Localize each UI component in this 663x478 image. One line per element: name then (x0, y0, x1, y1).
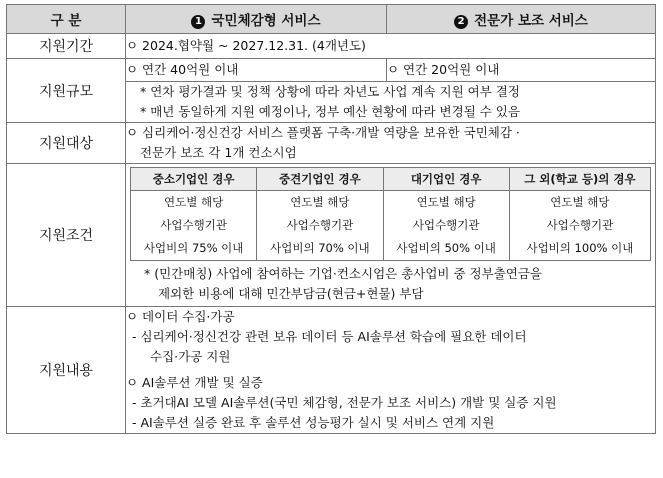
cond-other-l1: 연도별 해당 (550, 195, 610, 209)
scale-label: 지원규모 (7, 59, 126, 123)
content-data-line-2: 수집·가공 지원 (150, 349, 231, 364)
header-public-service-label: 국민체감형 서비스 (211, 13, 321, 29)
cond-other-l2: 사업수행기관 (546, 218, 614, 232)
number-1-icon: 1 (191, 15, 205, 29)
target-row (7, 123, 656, 164)
cond-mid-l3: 사업비의 70% 이내 (270, 241, 370, 255)
period-text: ㅇ 2024.협약월 ~ 2027.12.31. (4개년도) (126, 38, 366, 53)
cond-cell-other (509, 191, 650, 261)
header-expert-service-label: 전문가 보조 서비스 (474, 13, 588, 29)
conditions-note-2: 제외한 비용에 대해 민간부담금(현금+현물) 부담 (158, 286, 424, 301)
cond-large-l3: 사업비의 50% 이내 (396, 241, 496, 255)
cond-cell-large (383, 191, 509, 261)
conditions-note-1: * (민간매칭) 사업에 참여하는 기업·컨소시엄은 총사업비 중 정부출연금을 (144, 266, 542, 281)
scale-notes (126, 82, 656, 123)
cond-mid-l1: 연도별 해당 (290, 195, 350, 209)
cond-mid-l2: 사업수행기관 (286, 218, 354, 232)
cond-sme-l2: 사업수행기관 (160, 218, 227, 232)
content-label: 지원내용 (7, 307, 126, 434)
cond-head-mid: 중견기업인 경우 (257, 168, 383, 191)
content-value (126, 307, 656, 434)
header-public-service (126, 5, 387, 34)
content-row (7, 307, 656, 434)
support-table (6, 4, 656, 434)
cond-head-large: 대기업인 경우 (383, 168, 509, 191)
target-label: 지원대상 (7, 123, 126, 164)
number-2-icon: 2 (454, 15, 468, 29)
period-value (126, 34, 656, 59)
cond-head-other: 그 외(학교 등)의 경우 (509, 168, 650, 191)
scale-note-1: * 연차 평가결과 및 정책 상황에 따라 차년도 사업 계속 지원 여부 결정 (140, 84, 520, 99)
cond-large-l1: 연도별 해당 (416, 195, 476, 209)
content-heading-data: ㅇ 데이터 수집·가공 (126, 309, 235, 324)
cond-sme-l1: 연도별 해당 (164, 195, 224, 209)
cond-large-l2: 사업수행기관 (412, 218, 480, 232)
content-data-line-1: - 심리케어·정신건강 관련 보유 데이터 등 AI솔루션 학습에 필요한 데이터 (132, 329, 527, 344)
conditions-body-row (131, 191, 651, 261)
cond-sme-l3: 사업비의 75% 이내 (143, 241, 244, 255)
cond-other-l3: 사업비의 100% 이내 (526, 241, 634, 255)
target-line-2: 전문가 보조 각 1개 컨소시엄 (140, 145, 297, 160)
scale-expert (387, 59, 656, 82)
header-category: 구 분 (7, 5, 126, 34)
scale-expert-text: ㅇ 연간 20억원 이내 (387, 62, 500, 77)
scale-public-text: ㅇ 연간 40억원 이내 (126, 62, 239, 77)
target-line-1: ㅇ 심리케어·정신건강 서비스 플랫폼 구축·개발 역량을 보유한 국민체감 · (126, 125, 520, 140)
conditions-head-row (131, 168, 651, 191)
scale-row-a (7, 59, 656, 82)
target-value (126, 123, 656, 164)
content-ai-line-1: - 초거대AI 모델 AI솔루션(국민 체감형, 전문가 보조 서비스) 개발 및 실증 지원 (132, 395, 557, 410)
cond-head-sme: 중소기업인 경우 (131, 168, 257, 191)
period-row (7, 34, 656, 59)
cond-cell-sme (131, 191, 257, 261)
content-heading-ai: ㅇ AI솔루션 개발 및 실증 (126, 375, 263, 390)
period-label: 지원기간 (7, 34, 126, 59)
conditions-row (7, 164, 656, 307)
conditions-value (126, 164, 656, 307)
content-ai-line-2: - AI솔루션 실증 완료 후 솔루션 성능평가 실시 및 서비스 연계 지원 (132, 415, 495, 430)
scale-note-2: * 매년 동일하게 지원 예정이나, 정부 예산 현황에 따라 변경될 수 있음 (140, 104, 520, 119)
cond-cell-mid (257, 191, 383, 261)
header-row (7, 5, 656, 34)
conditions-subtable (130, 167, 651, 261)
scale-public (126, 59, 387, 82)
header-expert-service (387, 5, 656, 34)
conditions-label: 지원조건 (7, 164, 126, 307)
